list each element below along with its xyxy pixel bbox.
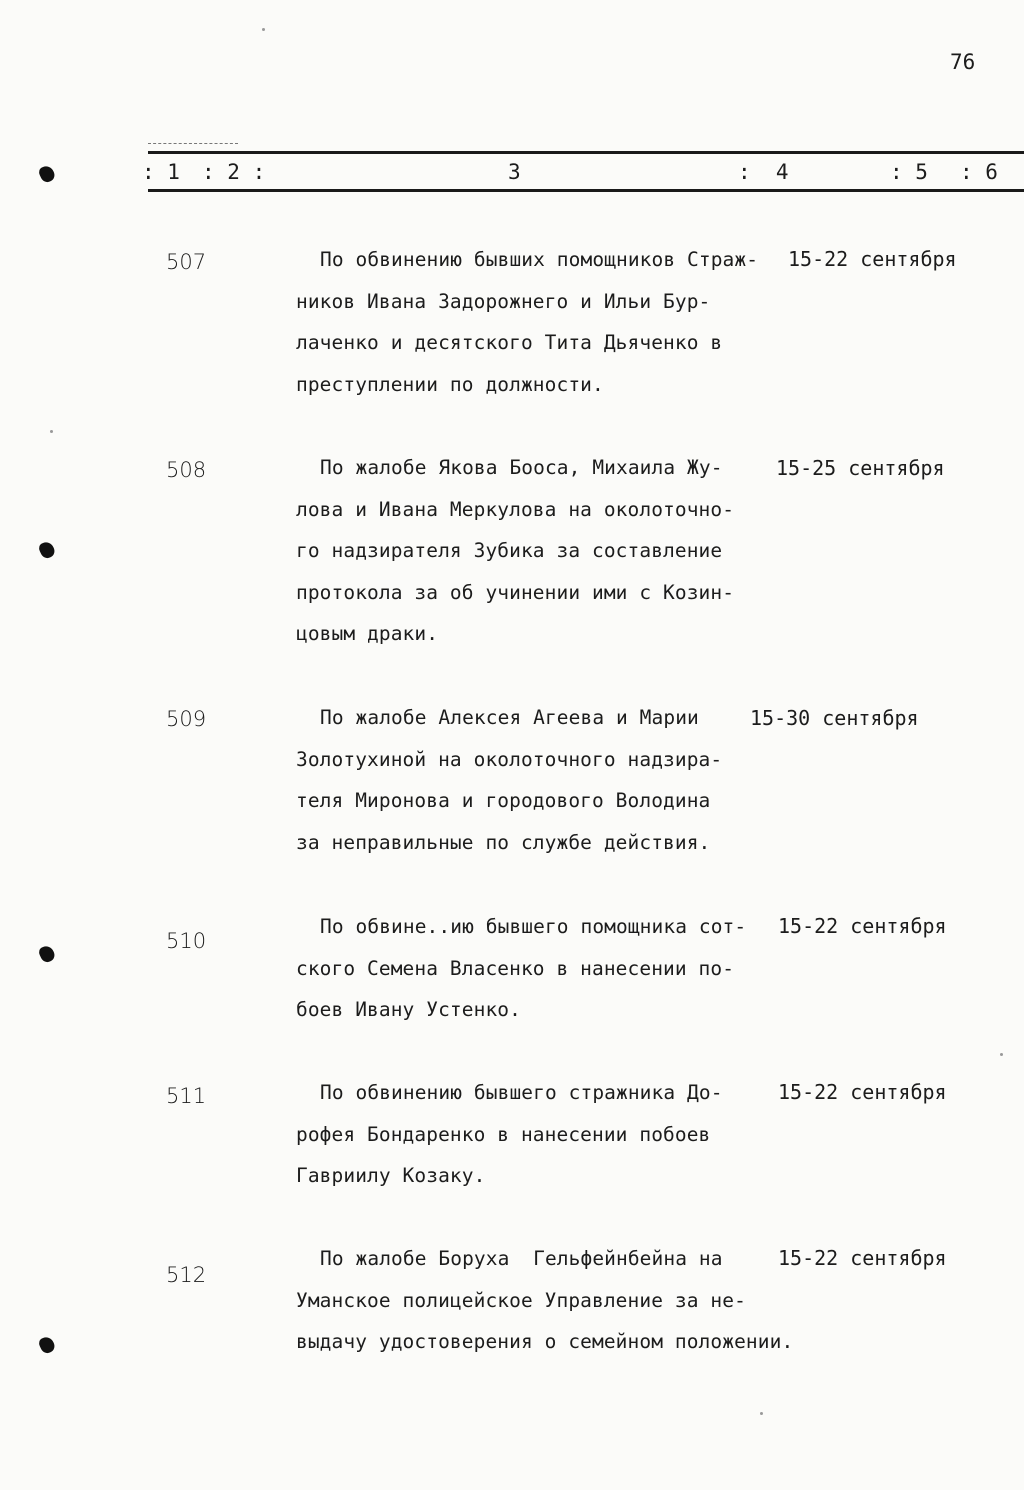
entry-line: ского Семена Власенко в нанесении по-: [296, 956, 735, 980]
header-top-rule: [148, 151, 1024, 154]
entry-line: лова и Ивана Меркулова на околоточно-: [296, 497, 735, 521]
entry-line: боев Ивану Устенко.: [296, 998, 521, 1021]
entry-line: По обвине..ию бывшего помощника сот-: [320, 915, 747, 938]
column-header-6: : 6: [960, 160, 998, 184]
entry-line: за неправильные по службе действия.: [296, 830, 711, 854]
entry-line: лаченко и десятского Тита Дьяченко в: [296, 331, 723, 354]
entry-date: 15-22 сентября: [778, 1246, 947, 1270]
entry-number: 512: [166, 1263, 207, 1287]
entry-line: протокола за об учинении ими с Козин-: [296, 580, 735, 604]
entry-line: Золотухиной на околоточного надзира-: [296, 747, 723, 771]
entry-number: 509: [166, 707, 207, 731]
column-header-4: : 4: [738, 160, 789, 184]
entry-date: 15-22 сентября: [778, 914, 947, 938]
binder-hole-mark: [37, 1335, 56, 1355]
header-bottom-rule: [148, 189, 1024, 192]
scan-speck: [760, 1412, 763, 1415]
binder-hole-mark: [37, 164, 56, 184]
entry-date: 15-25 сентября: [776, 456, 945, 480]
entry-description: [296, 906, 766, 1031]
scan-speck: [50, 430, 53, 433]
entry-description: [296, 1072, 766, 1197]
entry-line: ников Ивана Задорожнего и Ильи Бур-: [296, 289, 711, 313]
entry-date: 15-30 сентября: [750, 706, 919, 730]
column-header-1: : 1: [142, 160, 180, 184]
scan-speck: [1000, 1053, 1003, 1056]
scan-speck: [262, 28, 265, 31]
entry-date: 15-22 сентября: [788, 247, 957, 271]
entry-line: го надзирателя Зубика за составление: [296, 539, 723, 562]
entry-line: По обвинению бывшего стражника До-: [320, 1081, 723, 1104]
entry-description: [296, 447, 766, 655]
entry-line: Уманское полицейское Управление за не-: [296, 1288, 746, 1312]
entry-line: Гавриилу Козаку.: [296, 1164, 486, 1187]
entry-number: 507: [166, 250, 207, 274]
entry-line: цовым драки.: [296, 622, 439, 645]
entry-description: [296, 1238, 794, 1363]
entry-line: преступлении по должности.: [296, 372, 604, 396]
column-header-3: 3: [508, 160, 521, 184]
page-number: 76: [950, 50, 976, 74]
entry-line: выдачу удостоверения о семейном положении.: [296, 1330, 794, 1353]
entry-date: 15-22 сентября: [778, 1080, 947, 1104]
entry-line: рофея Бондаренко в нанесении побоев: [296, 1122, 711, 1146]
column-header-5: : 5: [890, 160, 928, 184]
header-dash-rule: [148, 143, 238, 144]
entry-line: По жалобе Якова Бооса, Михаила Жу-: [320, 456, 723, 479]
entry-line: По обвинению бывших помощников Страж-: [320, 248, 759, 271]
binder-hole-mark: [37, 944, 56, 964]
column-header-2: : 2 :: [202, 160, 266, 184]
binder-hole-mark: [37, 540, 56, 560]
entry-number: 510: [166, 929, 207, 953]
entry-line: теля Миронова и городового Володина: [296, 789, 711, 812]
entry-line: По жалобе Боруха Гельфейнбейна на: [320, 1247, 723, 1270]
entry-number: 511: [166, 1084, 207, 1108]
entry-description: [296, 697, 766, 863]
entry-line: По жалобе Алексея Агеева и Марии: [320, 706, 699, 729]
entry-number: 508: [166, 458, 207, 482]
entry-description: [296, 239, 766, 405]
